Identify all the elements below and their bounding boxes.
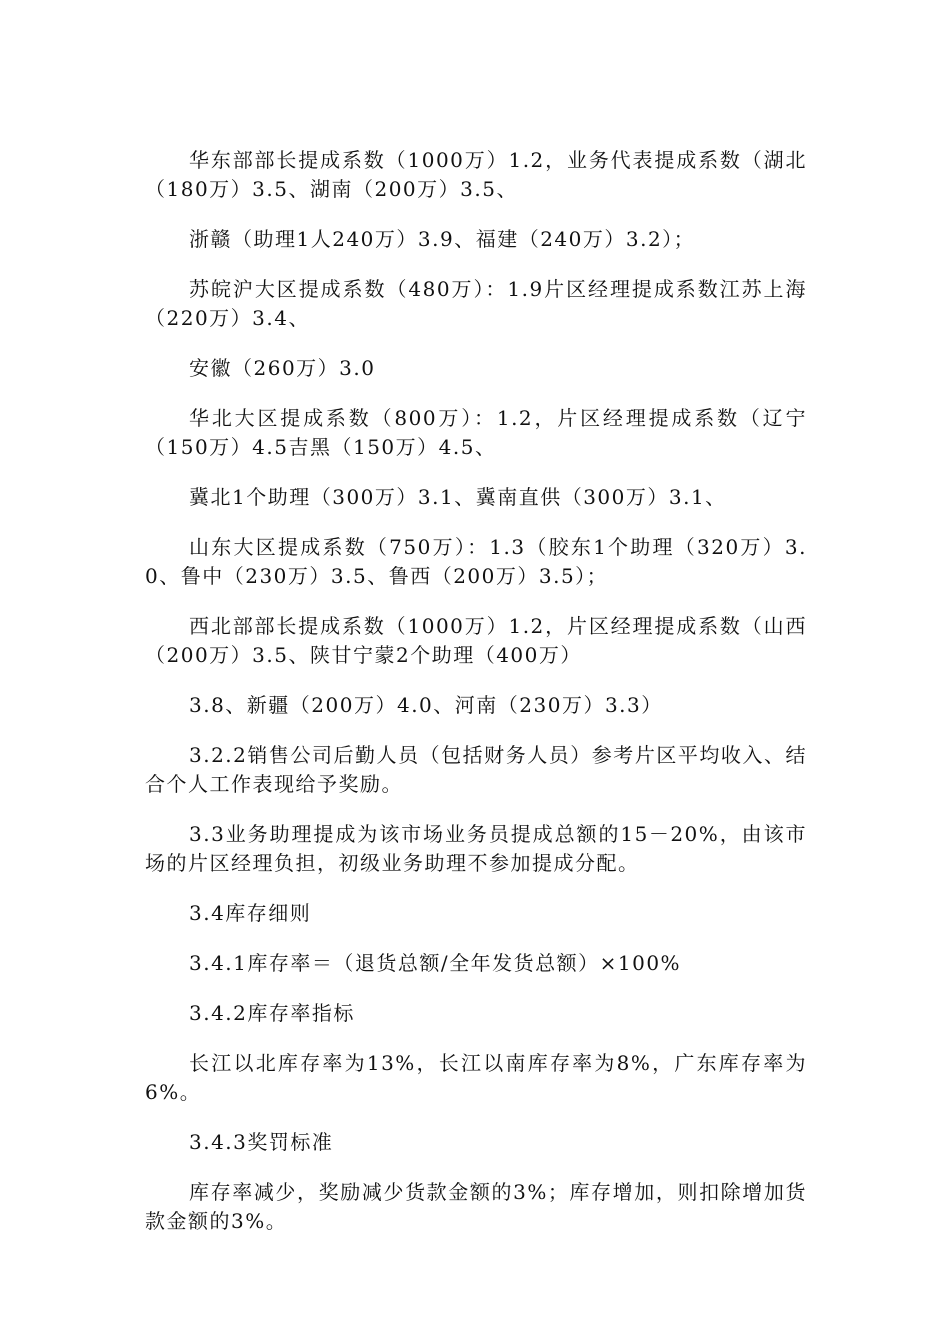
- paragraph-inventory-targets: 长江以北库存率为13%，长江以南库存率为8%，广东库存率为6%。: [145, 1051, 807, 1104]
- heading-section-3-4: 3.4库存细则: [189, 901, 312, 925]
- paragraph-section-3-3: 3.3业务助理提成为该市场业务员提成总额的15－20%，由该市场的片区经理负担，初级业务助理不参加提成分配。: [145, 822, 807, 875]
- paragraph-north-china-region: 华北大区提成系数（800万）：1.2，片区经理提成系数（辽宁（150万）4.5吉黑（150万）4.5、: [145, 406, 807, 459]
- paragraph-section-3-4-1: 3.4.1库存率＝（退货总额/全年发货总额）×100%: [189, 951, 682, 975]
- paragraph-northwest-commission: 西北部部长提成系数（1000万）1.2，片区经理提成系数（山西（200万）3.5、陕甘宁蒙2个助理（400万）: [145, 614, 807, 667]
- paragraph-xinjiang-henan: 3.8、新疆（200万）4.0、河南（230万）3.3）: [189, 693, 663, 717]
- paragraph-reward-penalty: 库存率减少，奖励减少货款金额的3%；库存增加，则扣除增加货款金额的3%。: [145, 1180, 807, 1233]
- paragraph-east-china-commission: 华东部部长提成系数（1000万）1.2，业务代表提成系数（湖北（180万）3.5、湖南（200万）3.5、: [145, 148, 807, 201]
- paragraph-su-wan-hu-region: 苏皖沪大区提成系数（480万）：1.9片区经理提成系数江苏上海（220万）3.4、: [145, 277, 807, 330]
- paragraph-section-3-2-2: 3.2.2销售公司后勤人员（包括财务人员）参考片区平均收入、结合个人工作表现给予奖励。: [145, 743, 807, 796]
- paragraph-zhejiang-fujian: 浙赣（助理1人240万）3.9、福建（240万）3.2）；: [189, 227, 696, 251]
- document-body: [145, 146, 807, 1257]
- paragraph-shandong-region: 山东大区提成系数（750万）：1.3（胶东1个助理（320万）3.0、鲁中（230万）3.5、鲁西（200万）3.5）；: [145, 535, 807, 588]
- paragraph-hebei: 冀北1个助理（300万）3.1、冀南直供（300万）3.1、: [189, 485, 727, 509]
- heading-section-3-4-3: 3.4.3奖罚标准: [189, 1130, 334, 1154]
- paragraph-anhui: 安徽（260万）3.0: [189, 356, 376, 380]
- heading-section-3-4-2: 3.4.2库存率指标: [189, 1001, 355, 1025]
